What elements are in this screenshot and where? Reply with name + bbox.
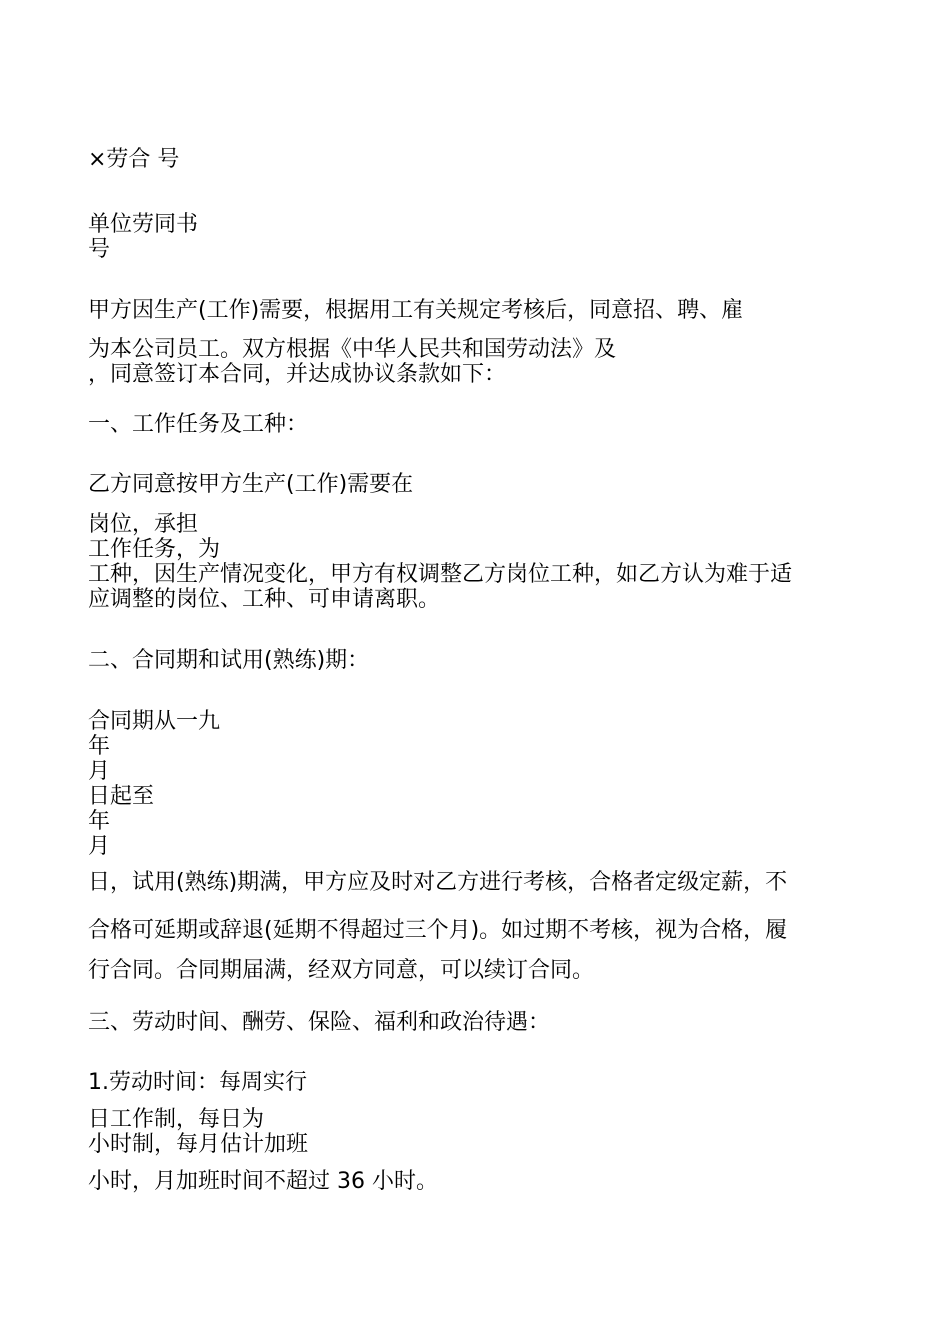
section2-line: 月	[88, 834, 111, 859]
section2-line: 日起至	[88, 784, 155, 809]
section1-line: 工作任务，为	[88, 537, 221, 562]
contract-number-header: ×劳合 号	[88, 147, 180, 172]
section1-line: 乙方同意按甲方生产(工作)需要在	[88, 472, 414, 497]
unit-title: 单位劳同书	[88, 212, 199, 237]
section1-line: 工种，因生产情况变化，甲方有权调整乙方岗位工种，如乙方认为难于适	[88, 562, 793, 587]
section2-line: 年	[88, 734, 111, 759]
section3-line: 小时，月加班时间不超过 36 小时。	[88, 1169, 438, 1194]
section1-line: 岗位，承担	[88, 512, 199, 537]
section3-line: 小时制，每月估计加班	[88, 1132, 309, 1157]
section2-heading: 二、合同期和试用(熟练)期：	[88, 648, 370, 673]
section2-line: 日，试用(熟练)期满，甲方应及时对乙方进行考核，合格者定级定薪，不	[88, 870, 788, 895]
section1-heading: 一、工作任务及工种：	[88, 412, 309, 437]
section2-line: 合同期从一九	[88, 709, 221, 734]
section1-line: 应调整的岗位、工种、可申请离职。	[88, 587, 441, 612]
section2-line: 行合同。合同期届满，经双方同意，可以续订合同。	[88, 958, 595, 983]
intro-line-3: ，同意签订本合同，并达成协议条款如下：	[88, 362, 507, 387]
section2-line: 合格可延期或辞退(延期不得超过三个月)。如过期不考核，视为合格，履	[88, 918, 788, 943]
section2-line: 年	[88, 809, 111, 834]
section2-line: 月	[88, 759, 111, 784]
section3-line: 1.劳动时间：每周实行	[88, 1070, 307, 1095]
number-label: 号	[88, 237, 111, 262]
section3-line: 日工作制，每日为	[88, 1107, 265, 1132]
intro-line-2: 为本公司员工。双方根据《中华人民共和国劳动法》及	[88, 337, 617, 362]
intro-line-1: 甲方因生产(工作)需要，根据用工有关规定考核后，同意招、聘、雇	[88, 298, 744, 323]
section3-heading: 三、劳动时间、酬劳、保险、福利和政治待遇：	[88, 1010, 551, 1035]
